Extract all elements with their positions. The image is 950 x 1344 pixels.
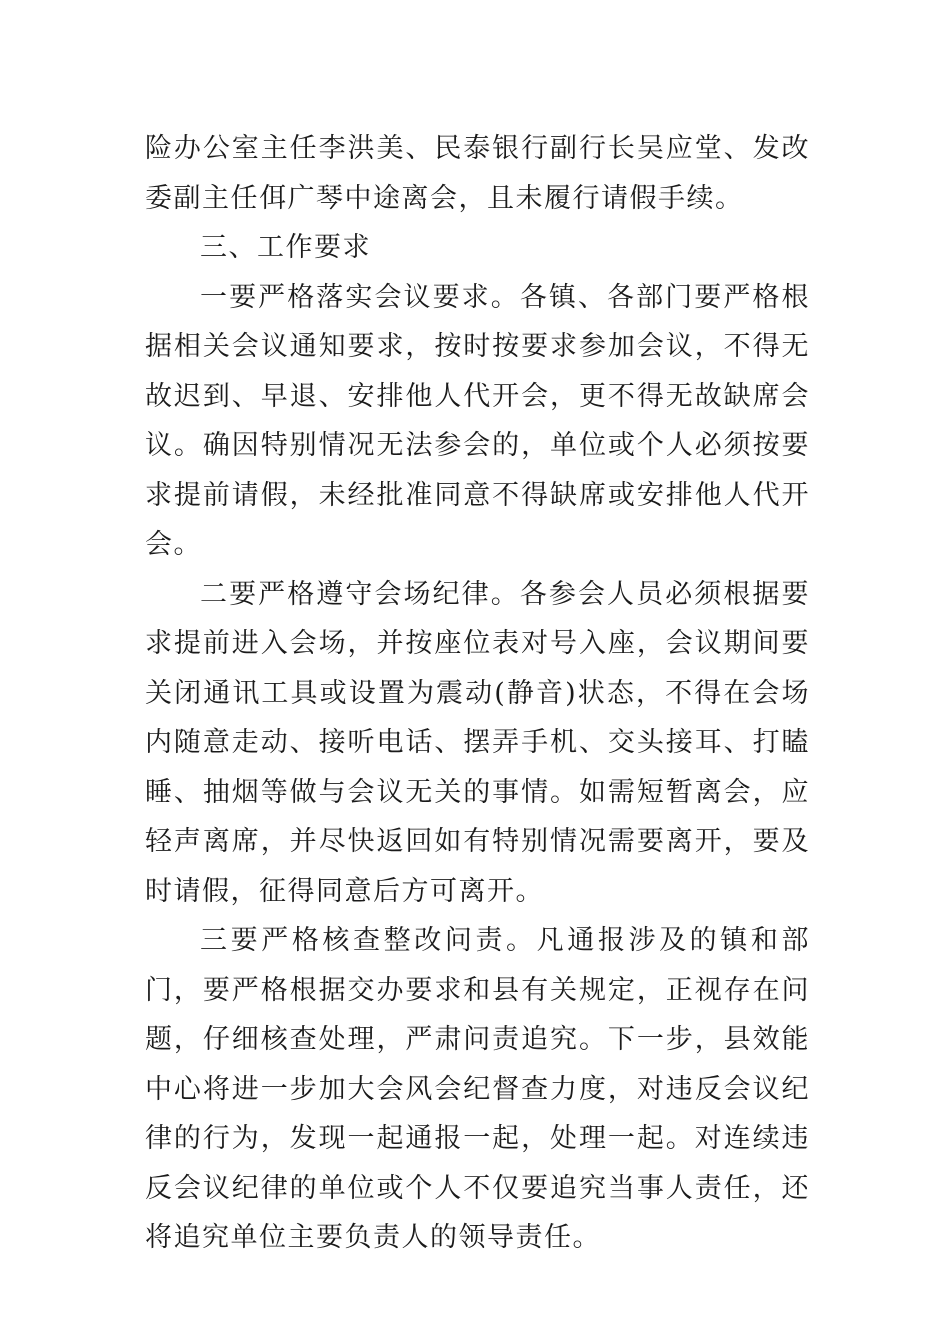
section-heading-work-requirements: 三、工作要求	[200, 232, 371, 263]
paragraph-continuation: 险办公室主任李洪美、民泰银行副行长吴应堂、发改委副主任佴广琴中途离会，且未履行请假手续。	[145, 133, 810, 214]
paragraph-requirement-3: 三要严格核查整改问责。凡通报涉及的镇和部门，要严格根据交办要求和县有关规定，正视存在问题，仔细核查处理，严肃问责追究。下一步，县效能中心将进一步加大会风会纪督查力度，对违反会议纪律的行为，发现一起通报一起，处理一起。对连续违反会议纪律的单位或个人不仅要追究当事人责任，还将追究单位主要负责人的领导责任。	[145, 925, 810, 1253]
document-body	[145, 124, 810, 1263]
paragraph-requirement-1: 一要严格落实会议要求。各镇、各部门要严格根据相关会议通知要求，按时按要求参加会议，不得无故迟到、早退、安排他人代开会，更不得无故缺席会议。确因特别情况无法参会的，单位或个人必须按要求提前请假，未经批准同意不得缺席或安排他人代开会。	[145, 281, 810, 560]
paragraph-requirement-2: 二要严格遵守会场纪律。各参会人员必须根据要求提前进入会场，并按座位表对号入座，会议期间要关闭通讯工具或设置为震动(静音)状态，不得在会场内随意走动、接听电话、摆弄手机、交头接耳、打瞌睡、抽烟等做与会议无关的事情。如需短暂离会，应轻声离席，并尽快返回如有特别情况需要离开，要及时请假，征得同意后方可离开。	[145, 578, 810, 907]
